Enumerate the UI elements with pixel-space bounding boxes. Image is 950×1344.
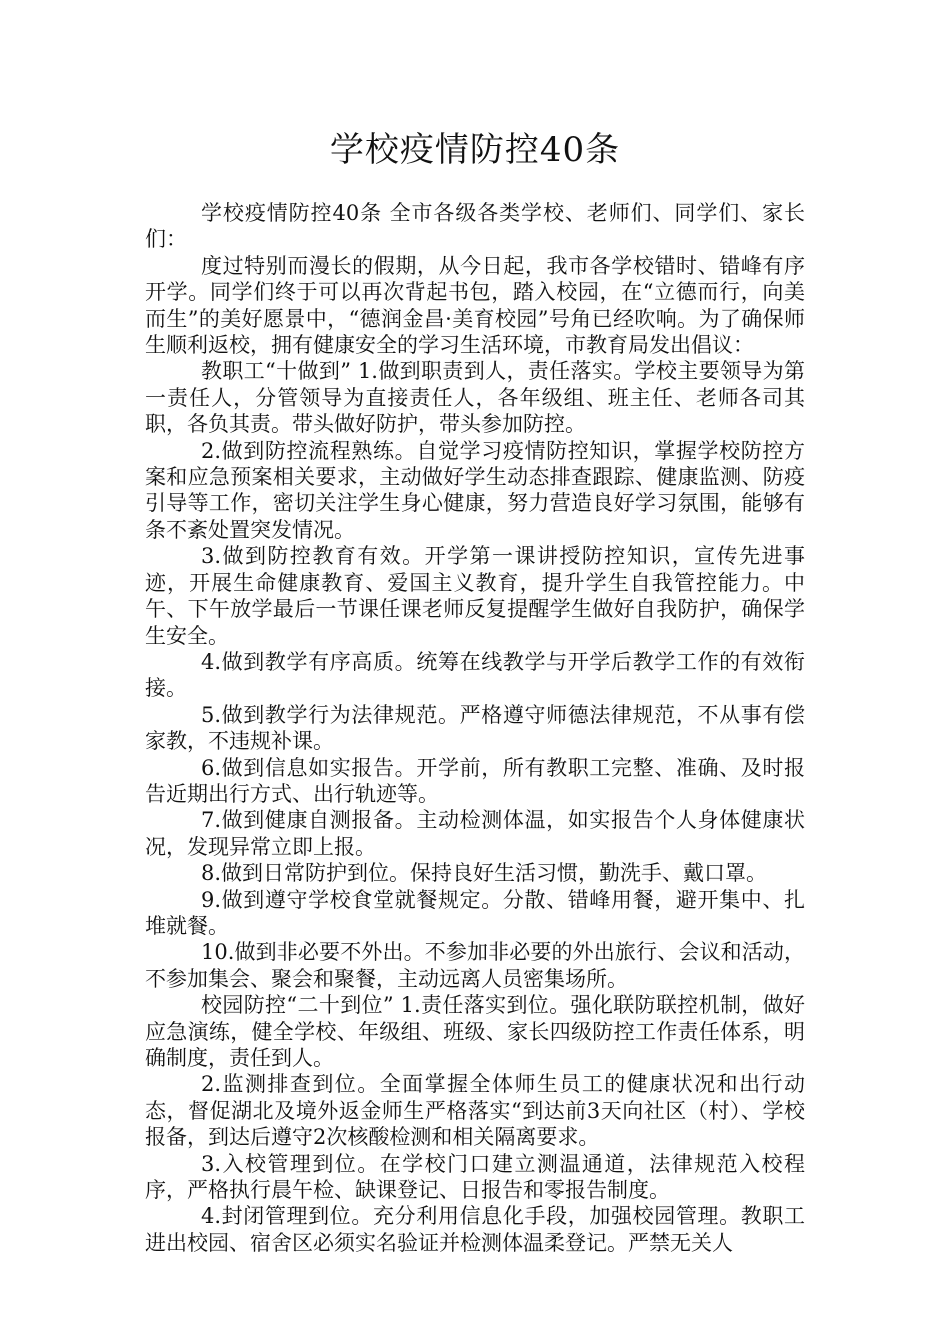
paragraph: 教职工“十做到” 1.做到职责到人，责任落实。学校主要领导为第一责任人，分管领导为直接责任人，各年级组、班主任、老师各司其职，各负其责。带头做好防护，带头参加防控。 [145, 359, 805, 437]
paragraph: 6.做到信息如实报告。开学前，所有教职工完整、准确、及时报告近期出行方式、出行轨迹等。 [145, 755, 805, 806]
paragraph: 2.监测排查到位。全面掌握全体师生员工的健康状况和出行动态，督促湖北及境外返金师生严格落实“到达前3天向社区（村）、学校报备，到达后遵守2次核酸检测和相关隔离要求。 [145, 1072, 805, 1150]
paragraph: 2.做到防控流程熟练。自觉学习疫情防控知识，掌握学校防控方案和应急预案相关要求，主动做好学生动态排查跟踪、健康监测、防疫引导等工作，密切关注学生身心健康，努力营造良好学习氛围，能够有条不紊处置突发情况。 [145, 438, 805, 542]
paragraph: 3.做到防控教育有效。开学第一课讲授防控知识，宣传先进事迹，开展生命健康教育、爱国主义教育，提升学生自我管控能力。中午、下午放学最后一节课任课老师反复提醒学生做好自我防护，确保学生安全。 [145, 544, 805, 648]
document-page [145, 128, 805, 1256]
paragraph: 10.做到非必要不外出。不参加非必要的外出旅行、会议和活动，不参加集会、聚会和聚餐，主动远离人员密集场所。 [145, 940, 805, 991]
paragraph: 8.做到日常防护到位。保持良好生活习惯，勤洗手、戴口罩。 [201, 861, 768, 886]
paragraph: 度过特别而漫长的假期，从今日起，我市各学校错时、错峰有序开学。同学们终于可以再次背起书包，踏入校园，在“立德而行，向美而生”的美好愿景中，“德润金昌·美育校园”号角已经吹响。为了确保师生顺利返校，拥有健康安全的学习生活环境，市教育局发出倡议： [145, 253, 805, 358]
paragraph: 校园防控“二十到位” 1.责任落实到位。强化联防联控机制，做好应急演练，健全学校、年级组、班级、家长四级防控工作责任体系，明确制度，责任到人。 [145, 993, 805, 1070]
paragraph: 4.做到教学有序高质。统筹在线教学与开学后教学工作的有效衔接。 [145, 649, 805, 701]
paragraph: 学校疫情防控40条 全市各级各类学校、老师们、同学们、家长们： [145, 201, 805, 252]
paragraph: 7.做到健康自测报备。主动检测体温，如实报告个人身体健康状况，发现异常立即上报。 [145, 808, 805, 859]
paragraph: 9.做到遵守学校食堂就餐规定。分散、错峰用餐，避开集中、扎堆就餐。 [145, 887, 805, 938]
document-title: 学校疫情防控40条 [329, 130, 621, 170]
paragraph: 4.封闭管理到位。充分利用信息化手段，加强校园管理。教职工进出校园、宿舍区必须实名验证并检测体温柔登记。严禁无关人 [145, 1204, 805, 1255]
paragraph: 3.入校管理到位。在学校门口建立测温通道，法律规范入校程序，严格执行晨午检、缺课登记、日报告和零报告制度。 [145, 1151, 805, 1203]
paragraph: 5.做到教学行为法律规范。严格遵守师德法律规范，不从事有偿家教，不违规补课。 [145, 702, 805, 754]
